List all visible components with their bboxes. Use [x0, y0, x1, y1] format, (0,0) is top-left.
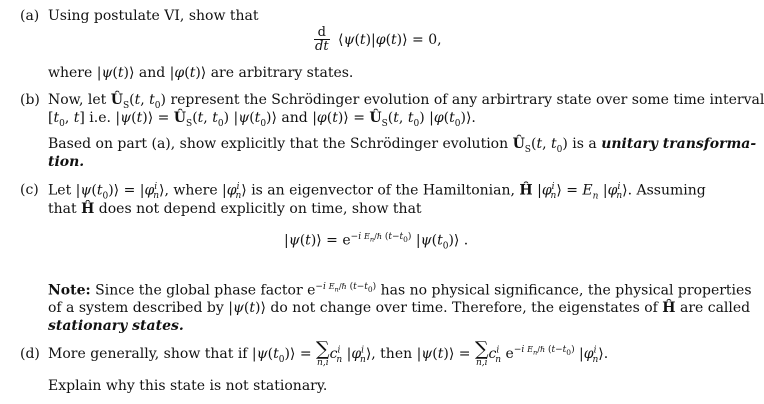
inner-product-expression: ⟨ψ(t)|φ(t)⟩ = 0,: [338, 31, 442, 48]
part-d-line-2: Explain why this state is not stationary.: [48, 378, 328, 394]
part-b-line-4: tion.: [48, 154, 85, 170]
part-d-line-1: More generally, show that if $|\psi(t_0)⟩$ = ∑ n,i $c^i_n$ $|\varphi^i_n⟩$, then |ψ(t)⟩ = ∑ n,i $c^i_n$ $e^{-i E_n/\hbar (t-t_0)}$ $|\varphi^i_n⟩$.: [48, 338, 609, 368]
sum-symbol: ∑ n,i: [474, 338, 489, 368]
part-a-equation: [314, 26, 442, 53]
part-c-line-2: that Ĥ does not depend explicitly on time, show that: [48, 201, 422, 217]
part-a-where: where |ψ(t)⟩ and |φ(t)⟩ are arbitrary states.: [48, 65, 354, 81]
part-a-text: Using postulate VI, show that: [48, 8, 259, 24]
part-c-label: (c): [20, 182, 39, 198]
sum-symbol: ∑ n,i: [316, 338, 330, 368]
part-b-line-3: Based on part (a), show explicitly that the Schrödinger evolution $Û_S(t$, $t_0$) is a unitary transforma-: [48, 136, 757, 155]
part-c-line-1: Let $|\psi(t_0)⟩$ = $|\varphi^i_n⟩$, where $|\varphi^i_n⟩$ is an eigenvector of the Hamiltonian, Ĥ $|\varphi^i_n⟩ = E_n$ $|\varphi^i_n⟩$. Assuming: [48, 182, 706, 202]
d-dt-fraction: $\frac{d}{dt}$: [315, 25, 329, 54]
note-line-3: stationary states.: [48, 318, 184, 334]
part-c-equation: |ψ(t)⟩ = $e^{-i E_n/\hbar (t-t_0)}$ $|\psi(t_0)⟩$ .: [284, 232, 469, 252]
part-b-line-1: Now, let $Û_S(t$, $t_0$) represent the Schrödinger evolution of any arbirtrary state over some time interval: [48, 92, 764, 111]
part-b-line-2: [$t_0$, t] i.e. |ψ(t)⟩ = $Û_S(t$, $t_0$) $|\psi(t_0)⟩$ and |φ(t)⟩ = $Û_S(t$, $t_0$) $|\varphi(t_0)⟩$.: [48, 110, 476, 129]
note-line-2: of a system described by |ψ(t)⟩ do not change over time. Therefore, the eigenstates of Ĥ are called: [48, 300, 751, 316]
note-line-1: Note: Since the global phase factor $e^{-i E_n/\hbar (t-t_0)}$ has no physical significance, the physical properties: [48, 282, 752, 299]
note-label: Note:: [48, 282, 91, 299]
part-d-label: (d): [20, 346, 40, 362]
part-a-label: (a): [20, 8, 40, 24]
part-b-label: (b): [20, 92, 40, 108]
